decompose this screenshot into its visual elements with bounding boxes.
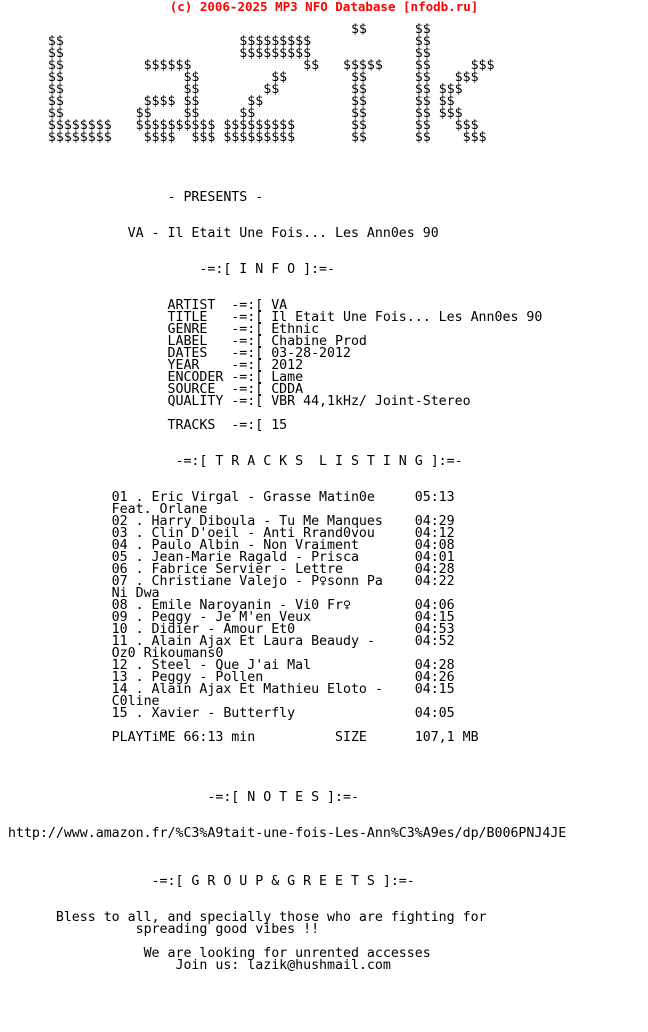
nfo-line xyxy=(8,756,566,768)
nfo-line xyxy=(8,804,566,816)
nfo-line: Join us: lazik@hushmail.com xyxy=(8,958,391,973)
nfo-line: $$$$$$$$ $$$$$$$$$$ $$$$$$$$$ $$ $$ $$$ xyxy=(8,118,479,133)
nfo-line: $$ $$ $$ $$ $$ $$$ xyxy=(8,70,479,85)
nfo-line: 15 . Xavier - Butterfly 04:05 xyxy=(8,706,455,721)
nfo-line: $$ $$ $$ $$ $$ $$ $$$ xyxy=(8,106,463,121)
nfo-line: 02 . Harry Diboula - Tu Me Manques 04:29 xyxy=(8,514,455,529)
nfo-line: $$$$$$$$ $$$$ $$$ $$$$$$$$$ $$ $$ $$$ xyxy=(8,130,487,145)
nfo-line: 14 . Alain Ajax Et Mathieu Eloto - 04:15 xyxy=(8,682,455,697)
nfo-line: QUALITY -=:[ VBR 44,1kHz/ Joint-Stereo xyxy=(8,394,471,409)
nfo-line: $$ $$ xyxy=(8,22,431,37)
nfo-line: $$ $$$$$$$$$ $$ xyxy=(8,46,431,61)
nfo-line: ENCODER -=:[ Lame xyxy=(8,370,304,385)
nfo-line: 04 . Paulo Albin - Non Vraiment 04:08 xyxy=(8,538,455,553)
nfo-line xyxy=(8,840,566,852)
nfo-line: 01 . Eric Virgal - Grasse Matin0e 05:13 xyxy=(8,490,455,505)
site-header: (c) 2006-2025 MP3 NFO Database [nfodb.ru] xyxy=(169,0,479,14)
nfo-line: - PRESENTS - xyxy=(8,190,264,205)
nfo-line: Ni Dwa xyxy=(8,586,160,601)
nfo-line: http://www.amazon.fr/%C3%A9tait-une-fois-Les-Ann%C3%A9es/dp/B006PNJ4JE xyxy=(8,826,567,841)
nfo-line xyxy=(8,168,566,180)
nfo-line: 07 . Christiane Valejo - P♀sonn Pa 04:22 xyxy=(8,574,455,589)
nfo-line xyxy=(8,888,566,900)
nfo-line: 05 . Jean-Marie Ragald - Prisca 04:01 xyxy=(8,550,455,565)
nfo-line xyxy=(8,468,566,480)
nfo-line: 12 . Steel - Que J'ai Mal 04:28 xyxy=(8,658,455,673)
nfo-line: -=:[ N O T E S ]:=- xyxy=(8,790,359,805)
nfo-line xyxy=(8,204,566,216)
nfo-line: TITLE -=:[ Il Etait Une Fois... Les Ann0es 90 xyxy=(8,310,543,325)
nfo-line: 13 . Peggy - Pollen 04:26 xyxy=(8,670,455,685)
nfo-line xyxy=(8,432,566,444)
nfo-line xyxy=(8,768,566,780)
nfo-line xyxy=(8,276,566,288)
nfo-line: GENRE -=:[ Ethnic xyxy=(8,322,320,337)
nfo-line: -=:[ G R O U P & G R E E T S ]:=- xyxy=(8,874,415,889)
nfo-line: Feat. Orlane xyxy=(8,502,208,517)
nfo-line: -=:[ I N F O ]:=- xyxy=(8,262,335,277)
nfo-line: 03 . Clin D'oeil - Anti Rrand0vou 04:12 xyxy=(8,526,455,541)
nfo-line: VA - Il Etait Une Fois... Les Ann0es 90 xyxy=(8,226,439,241)
nfo-line: -=:[ T R A C K S L I S T I N G ]:=- xyxy=(8,454,463,469)
nfo-line: SOURCE -=:[ CDDA xyxy=(8,382,304,397)
nfo-text xyxy=(8,24,566,972)
nfo-line: $$ $$$$$$ $$ $$$$$ $$ $$$ xyxy=(8,58,495,73)
nfo-line: C0line xyxy=(8,694,160,709)
nfo-line: $$ $$$$$$$$$ $$ xyxy=(8,34,431,49)
nfo-line: TRACKS -=:[ 15 xyxy=(8,418,288,433)
nfo-line: 11 . Alain Ajax Et Laura Beaudy - 04:52 xyxy=(8,634,455,649)
nfo-line: YEAR -=:[ 2012 xyxy=(8,358,304,373)
nfo-line: 08 . Emile Naroyanin - Vi0 Fr♀ 04:06 xyxy=(8,598,455,613)
nfo-line: LABEL -=:[ Chabine Prod xyxy=(8,334,367,349)
nfo-line: 06 . Fabrice Servier - Lettre 04:28 xyxy=(8,562,455,577)
nfo-line: ARTIST -=:[ VA xyxy=(8,298,288,313)
nfo-line: 09 . Peggy - Je M'en Veux 04:15 xyxy=(8,610,455,625)
nfo-line: $$ $$$$ $$ $$ $$ $$ $$ xyxy=(8,94,455,109)
nfo-line: spreading good vibes !! xyxy=(8,922,320,937)
nfo-line xyxy=(8,852,566,864)
nfo-line xyxy=(8,744,566,756)
nfo-line: Oz0 Rikoumans0 xyxy=(8,646,224,661)
nfo-line: Bless to all, and specially those who are fighting for xyxy=(8,910,487,925)
nfo-line: PLAYTiME 66:13 min SIZE 107,1 MB xyxy=(8,730,479,745)
nfo-line xyxy=(8,156,566,168)
nfo-line xyxy=(8,144,566,156)
nfo-line: 10 . Didier - Amour Et0 04:53 xyxy=(8,622,455,637)
nfo-line: DATES -=:[ 03-28-2012 xyxy=(8,346,351,361)
nfo-line xyxy=(8,240,566,252)
nfo-line: We are looking for unrented accesses xyxy=(8,946,431,961)
nfo-line: $$ $$ $$ $$ $$ $$$ xyxy=(8,82,463,97)
